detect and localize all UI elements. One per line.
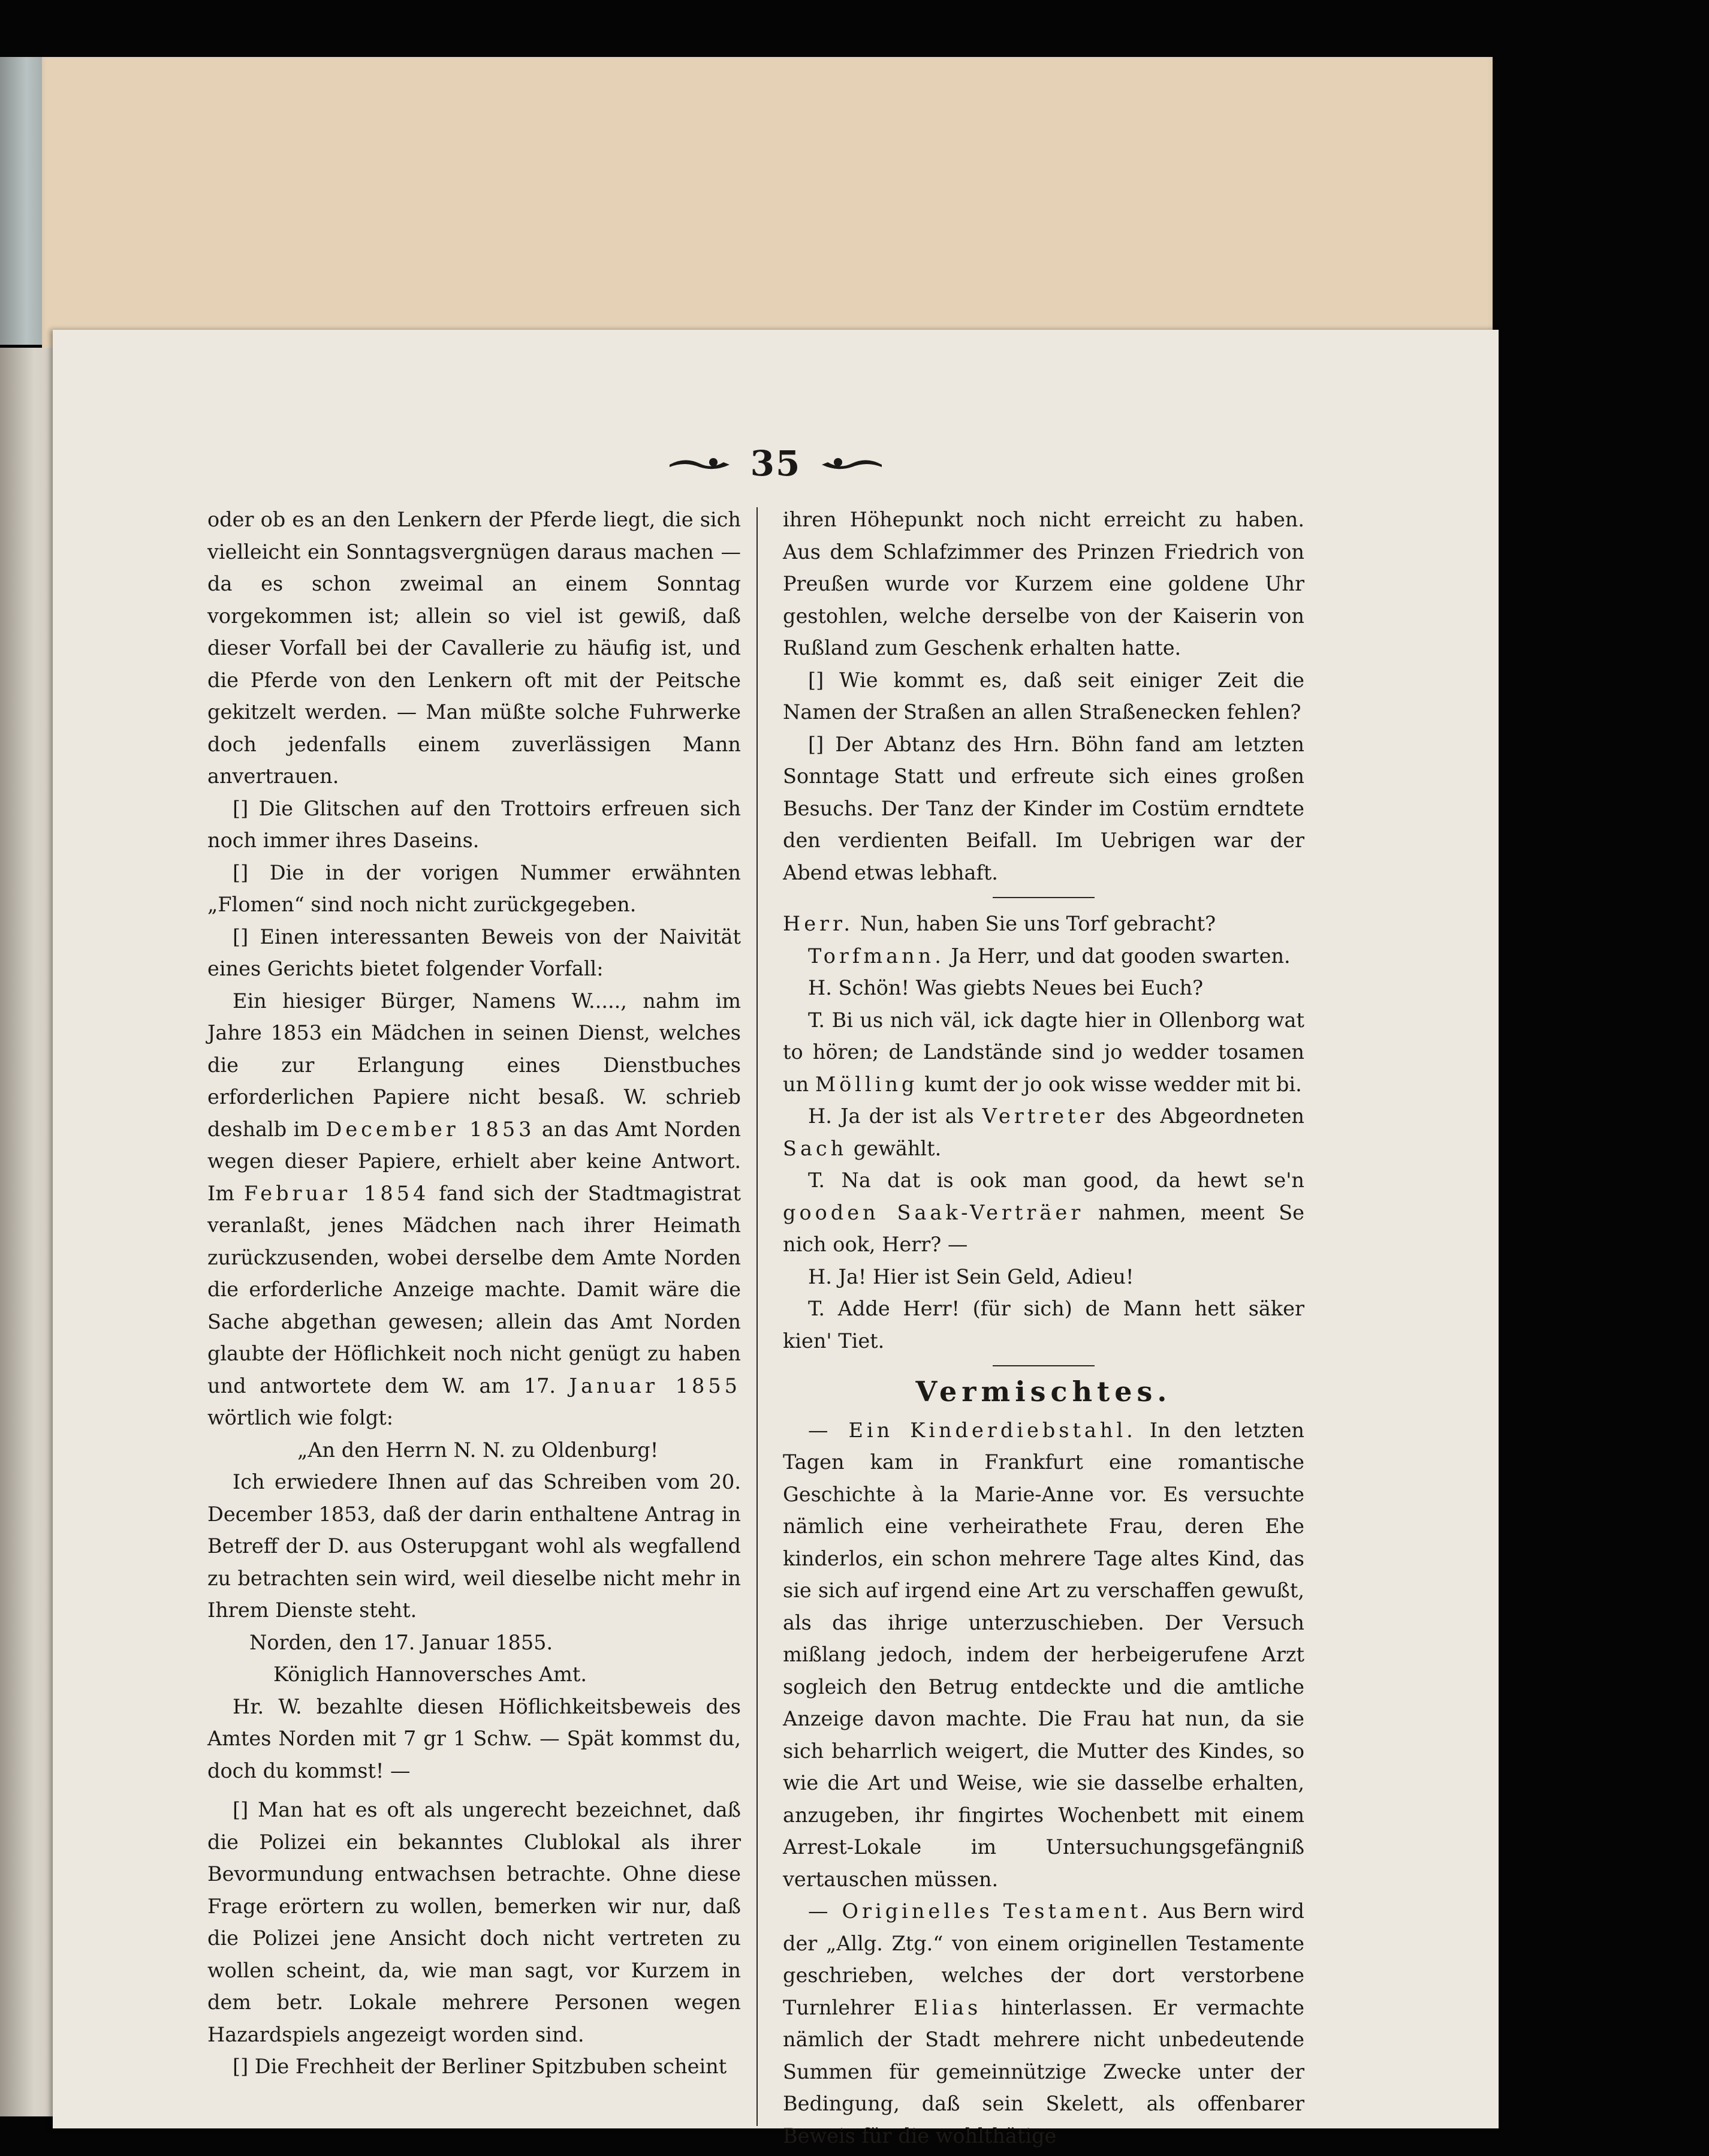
dialog-line (783, 908, 1304, 940)
dialog-text: Ja der ist als (831, 1104, 982, 1128)
section-title: Vermischtes. (915, 1375, 1172, 1408)
article-paragraph (783, 1895, 1304, 2152)
spaced-name: gooden Saak-Verträer (783, 1200, 1084, 1224)
spaced-date: December 1853 (325, 1117, 535, 1141)
article-paragraph: [] Der Abtanz des Hrn. Böhn fand am letzten Sonntage Statt und erfreute sich eines großen Besuchs. Der Tanz der Kinder im Costüm erndtete den verdienten Beifall. Im Uebrigen war der Abend etwas lebhaft. (783, 732, 1304, 884)
dialog-speaker: Herr. (783, 912, 854, 935)
dialog-line (783, 1164, 1304, 1261)
dialog-text: Ja! Hier ist Sein Geld, Adieu! (831, 1264, 1134, 1288)
page-header (53, 436, 1499, 490)
article-paragraph: ihren Höhepunkt noch nicht erreicht zu haben. Aus dem Schlafzimmer des Prinzen Friedrich von Preußen wurde vor Kurzem eine goldene Uhr gestohlen, welche derselbe von der Kaiserin von Rußland zum Geschenk erhalten hatte. (783, 508, 1304, 660)
article-text: In den letzten Tagen kam in Frankfurt eine romantische Geschichte à la Marie-Anne vor. Es versuchte nämlich eine verheirathete Frau, deren Ehe kinderlos, ein schon mehrere Tage altes Kind, das sie sich auf irgend eine Art zu verschaffen gewußt, als das ihrige unterzuschieben. Der Versuch mißlang jedoch, indem der herbeigerufene Arzt sogleich den Betrug entdeckte und die amtliche Anzeige davon machte. Die Frau hat nun, da sie sich beharrlich weigert, die Mutter des Kindes, so wie die Art und Weise, wie sie dasselbe erhalten, anzugeben, ihr fingirtes Wochenbett mit einem Arrest-Lokale im Untersuchungsgefängniß vertauschen müssen. (783, 1418, 1304, 1891)
separator-rule (993, 1365, 1095, 1366)
dialog-line (783, 972, 1304, 1004)
page-number: 35 (750, 443, 801, 484)
dialog-speaker: T. (808, 1169, 825, 1192)
letter-body: Ich erwiedere Ihnen auf das Schreiben vom 20. December 1853, daß der darin enthaltene Antrag in Betreff der D. aus Osterupgant wohl als wegfallend zu betrachten sein wird, weil dieselbe nicht mehr in Ihrem Dienste steht. (207, 1470, 741, 1622)
dialog-line (783, 940, 1304, 972)
article-paragraph (207, 985, 741, 1434)
spaced-date: Februar 1854 (243, 1181, 430, 1205)
article-title: — Originelles Testament. (808, 1899, 1152, 1923)
dialog-text: gewählt. (847, 1136, 942, 1160)
dialog-text: nahmen, meent Se nich ook, Herr? — (783, 1200, 1304, 1256)
text-run: wörtlich wie folgt: (207, 1406, 394, 1429)
spaced-name: Elias (914, 1995, 982, 2019)
dialog-line (783, 1293, 1304, 1357)
article-paragraph: oder ob es an den Lenkern der Pferde liegt, die sich vielleicht ein Sonntagsvergnügen daraus machen — da es schon zweimal an einem Sonntag vorgekommen ist; allein so viel ist gewiß, daß dieser Vorfall bei der Cavallerie zu häufig ist, und die Pferde von den Lenkern oft mit der Peitsche gekitzelt werden. — Man müßte solche Fuhrwerke doch jedenfalls einem zuverlässigen Mann anvertrauen. (207, 508, 741, 788)
text-run: Ein hiesiger Bürger, Namens W....., nahm im Jahre 1853 ein Mädchen in seinen Dienst, welches die zur Erlangung eines Dienstbuches erforderlichen Papiere nicht besaß. W. schrieb deshalb im (207, 989, 741, 1141)
dialog-line (783, 1261, 1304, 1293)
article-text: hinterlassen. Er vermachte nämlich der Stadt mehrere nicht unbedeutende Summen für gemeinnützige Zwecke unter der Bedingung, daß sein Skelett, als offenbarer Beweis für die wohlthätige (783, 1995, 1304, 2148)
dialog-line (783, 1100, 1304, 1164)
left-column (207, 504, 741, 2122)
article-paragraph: [] Die in der vorigen Nummer erwähnten „Flomen“ sind noch nicht zurückgegeben. (207, 860, 741, 916)
article-paragraph: [] Man hat es oft als ungerecht bezeichnet, daß die Polizei ein bekanntes Clublokal als ihrer Bevormundung entwachsen betrachte. Ohne diese Frage erörtern zu wollen, bemerken wir nur, daß die Polizei jene Ansicht doch nicht vertreten zu wollen scheint, da, wie man sagt, vor Kurzem in dem betr. Lokale mehrere Personen wegen Hazardspiels angezeigt worden sind. (207, 1798, 741, 2046)
article-paragraph: [] Die Frechheit der Berliner Spitzbuben scheint (233, 2055, 727, 2078)
article-paragraph: [] Einen interessanten Beweis von der Naivität eines Gerichts bietet folgender Vorfall: (207, 925, 741, 980)
dialog-text: Adde Herr! (für sich) de Mann hett säker kien' Tiet. (783, 1297, 1304, 1353)
right-ornament-icon (819, 451, 885, 475)
spaced-date: Januar 1855 (569, 1374, 741, 1398)
dialog-speaker: T. (808, 1297, 825, 1320)
right-column (783, 504, 1304, 2148)
dialog-speaker: H. (808, 1104, 832, 1128)
letter-date: Norden, den 17. Januar 1855. (249, 1630, 553, 1654)
dialog-text: Nun, haben Sie uns Torf gebracht? (854, 912, 1216, 935)
separator-rule (993, 897, 1095, 898)
text-run: fand sich der Stadtmagistrat veranlaßt, jenes Mädchen nach ihrer Heimath zurückzusenden, wobei derselbe dem Amte Norden die erforderliche Anzeige machte. Damit wäre die Sache abgethan gewesen; allein das Amt Norden glaubte der Höflichkeit noch nicht genügt zu haben und antwortete dem W. am 17. (207, 1181, 741, 1398)
article-paragraph: [] Die Glitschen auf den Trottoirs erfreuen sich noch immer ihres Daseins. (207, 796, 741, 852)
spaced-name: Sach (783, 1136, 848, 1160)
dialog-text: Na dat is ook man good, da hewt se'n (825, 1169, 1304, 1192)
spaced-name: Mölling (815, 1072, 918, 1096)
back-sheet (42, 57, 1493, 369)
dialog-text: Bi us nich väl, ick dagte hier in Ollenborg wat to hören; de Landstände sind jo wedder tosamen un (783, 1008, 1304, 1096)
article-text: Aus Bern wird der „Allg. Ztg.“ von einem originellen Testamente geschrieben, welches der dort verstorbene Turnlehrer (783, 1899, 1304, 2019)
letter-sender: Königlich Hannoversches Amt. (273, 1663, 587, 1686)
dialog-speaker: T. (808, 1008, 825, 1032)
text-run: an das Amt Norden wegen dieser Papiere, erhielt aber keine Antwort. Im (207, 1117, 741, 1205)
letter-address: „An den Herrn N. N. zu Oldenburg! (297, 1438, 659, 1462)
dialog-text: kumt der jo ook wisse wedder mit bi. (918, 1072, 1302, 1096)
article-paragraph: [] Wie kommt es, daß seit einiger Zeit die Namen der Straßen an allen Straßenecken fehlen? (783, 668, 1304, 724)
dialog-text: des Abgeordneten (1108, 1104, 1304, 1128)
spaced-name: Vertreter (982, 1104, 1108, 1128)
newspaper-page (53, 330, 1499, 2148)
dialog-speaker: H. (808, 1264, 832, 1288)
dialog-speaker: H. (808, 976, 832, 999)
dialog-line (783, 1004, 1304, 1101)
article-paragraph (783, 1414, 1304, 1896)
left-ornament-icon (667, 451, 733, 475)
left-page-edge (0, 348, 57, 2116)
dialog-text: Ja Herr, und dat gooden swarten. (944, 944, 1291, 968)
article-title: — Ein Kinderdiebstahl. (808, 1418, 1137, 1442)
article-paragraph: Hr. W. bezahlte diesen Höflichkeitsbeweis des Amtes Norden mit 7 gr 1 Schw. — Spät kommst du, doch du kommst! — (207, 1694, 741, 1782)
dialog-speaker: Torfmann. (808, 944, 945, 968)
dialog-text: Schön! Was giebts Neues bei Euch? (831, 976, 1204, 999)
column-divider (756, 507, 758, 2126)
